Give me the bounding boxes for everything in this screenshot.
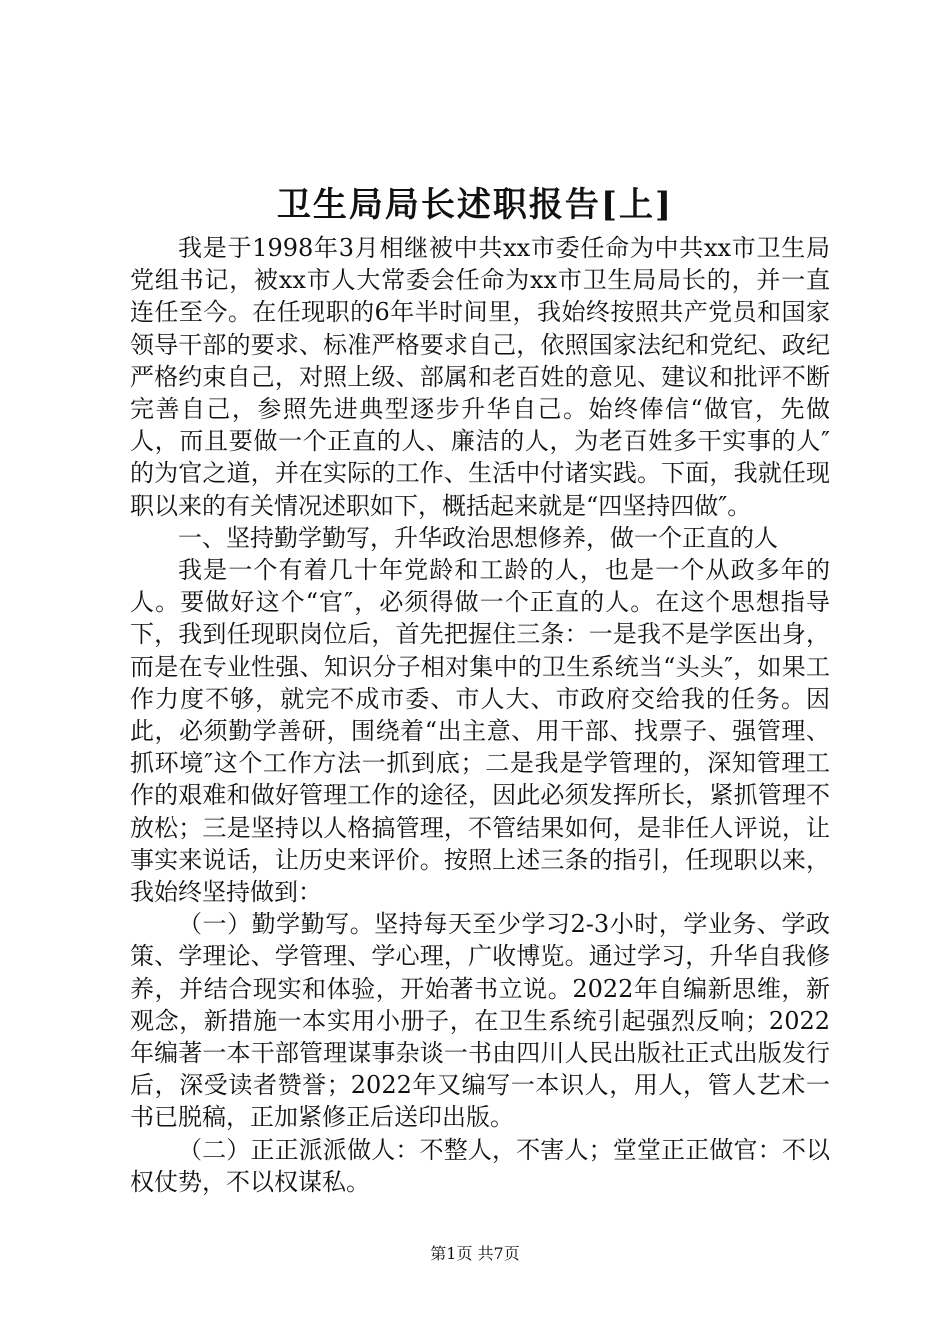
section-heading-1: 一、坚持勤学勤写，升华政治思想修养，做一个正直的人 xyxy=(178,523,778,552)
page-footer: 第1页 共7页 xyxy=(430,1244,520,1263)
paragraph-item-1: （一）勤学勤写。坚持每天至少学习2-3小时，学业务、学政策、学理论、学管理、学心理，广收博览。通过学习，升华自我修养，并结合现实和体验，开始著书立说。2022年自编新思维，新观念，新措施一本实用小册子，在卫生系统引起强烈反响；2022年编著一本干部管理谋事杂谈一书由四川人民出版社正式出版发行后，深受读者赞誉；2022年又编写一本识人，用人，管人艺术一书已脱稿，正加紧修正后送印出版。 xyxy=(130,910,830,1132)
paragraph-intro: 我是于1998年3月相继被中共xx市委任命为中共xx市卫生局党组书记，被xx市人大常委会任命为xx市卫生局局长的，并一直连任至今。在任现职的6年半时间里，我始终按照共产党员和国家领导干部的要求、标准严格要求自己，依照国家法纪和党纪、政纪严格约束自己，对照上级、部属和老百姓的意见、建议和批评不断完善自己，参照先进典型逐步升华自己。始终俸信“做官，先做人，而且要做一个正直的人、廉洁的人，为老百姓多干实事的人″的为官之道，并在实际的工作、生活中付诸实践。下面，我就任现职以来的有关情况述职如下，概括起来就是“四坚持四做″。 xyxy=(130,234,830,520)
paragraph-section-1: 我是一个有着几十年党龄和工龄的人，也是一个从政多年的人。要做好这个“官″，必须得做一个正直的人。在这个思想指导下，我到任现职岗位后，首先把握住三条：一是我不是学医出身，而是在专业性强、知识分子相对集中的卫生系统当“头头″，如果工作力度不够，就完不成市委、市人大、市政府交给我的任务。因此，必须勤学善研，围绕着“出主意、用干部、找票子、强管理、抓环境″这个工作方法一抓到底；二是我是学管理的，深知管理工作的艰难和做好管理工作的途径，因此必须发挥所长，紧抓管理不放松；三是坚持以人格搞管理，不管结果如何，是非任人评说，让事实来说话，让历史来评价。按照上述三条的指引，任现职以来，我始终坚持做到： xyxy=(130,556,830,907)
document-title: 卫生局局长述职报告[上] xyxy=(276,185,674,225)
paragraph-item-2: （二）正正派派做人：不整人，不害人；堂堂正正做官：不以权仗势，不以权谋私。 xyxy=(130,1135,830,1196)
document-body xyxy=(130,232,830,1198)
